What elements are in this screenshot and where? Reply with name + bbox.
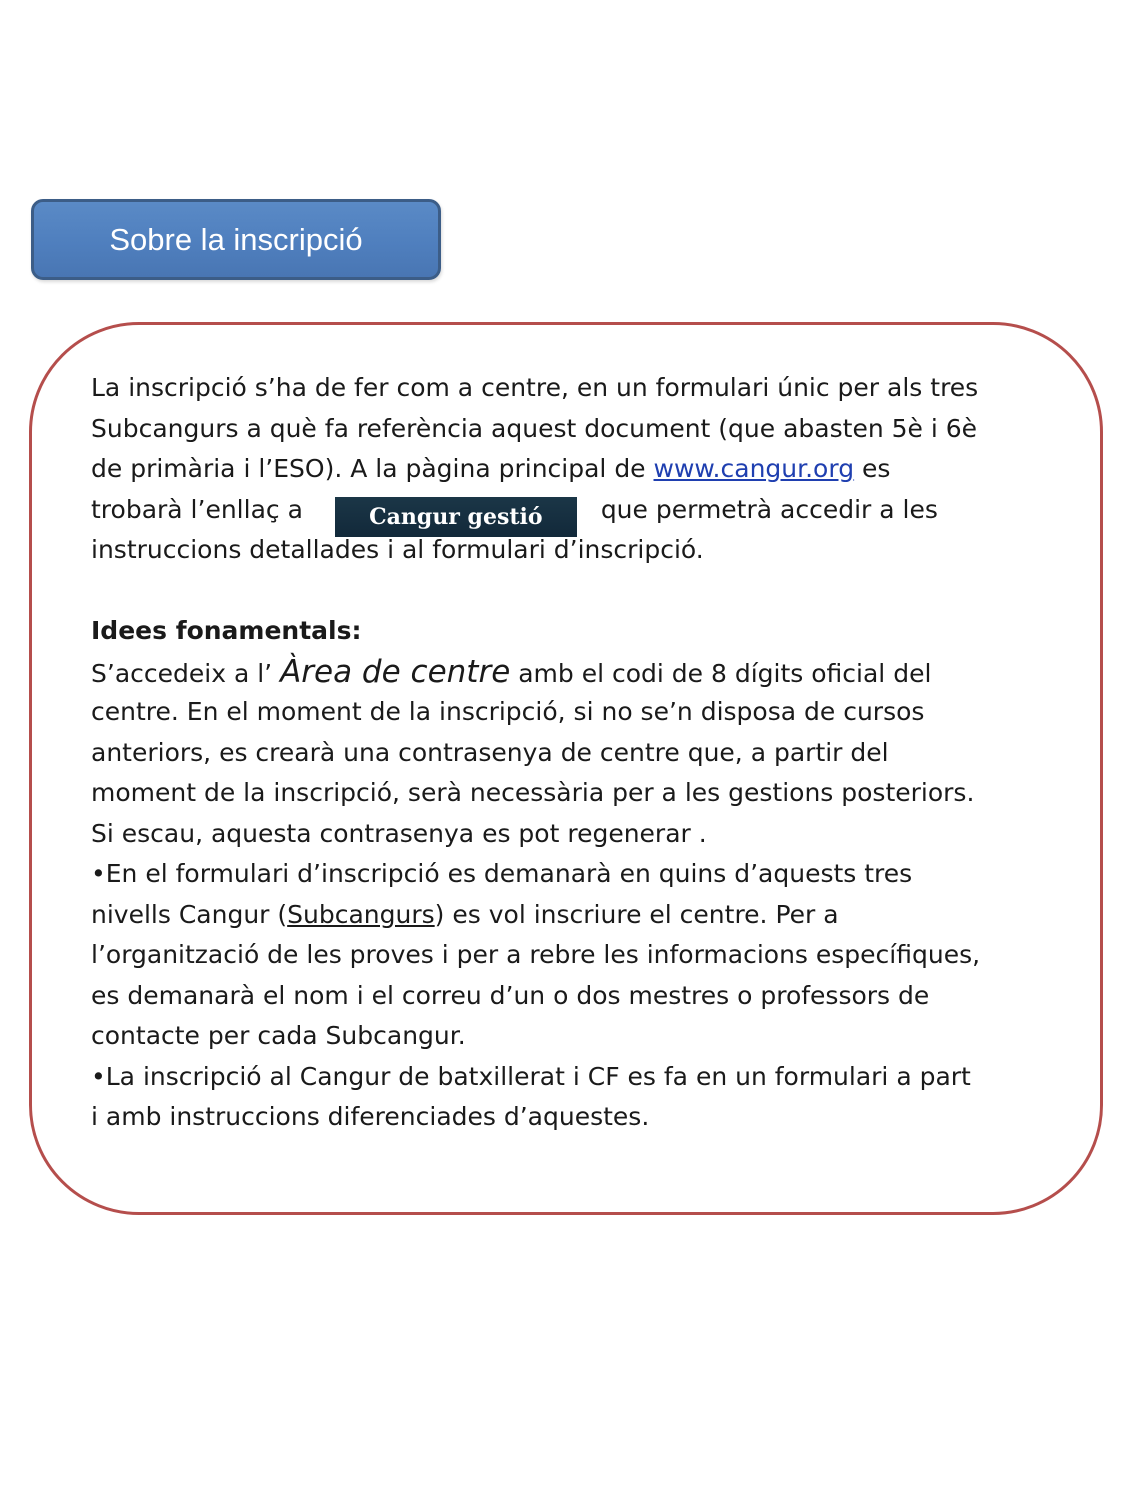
ideas-p2-line-1: •En el formulari d’inscripció es demanarà en quins d’aquests tres — [91, 859, 913, 888]
text-area — [91, 368, 1091, 1138]
ideas-heading: Idees fonamentals: — [91, 616, 362, 645]
ideas-p2-line-2-post: ) es vol inscriure el centre. Per a — [434, 899, 839, 929]
ideas-p1-pre: S’accedeix a l’ — [91, 658, 281, 688]
ideas-p2-line-2-pre: nivells Cangur ( — [91, 899, 288, 929]
ideas-p2-line-5: contacte per cada Subcangur. — [91, 1021, 466, 1050]
ideas-p2-line-2 — [91, 895, 1091, 936]
intro-line-3-post: es — [862, 454, 891, 483]
ideas-p1-line-4: moment de la inscripció, serà necessària per a les gestions posteriors. — [91, 778, 975, 807]
intro-line-5: instruccions detallades i al formulari d’inscripció. — [91, 535, 704, 564]
section-title-button[interactable] — [31, 199, 441, 280]
ideas-p1-post: amb el codi de 8 dígits oficial del — [518, 658, 932, 688]
cangur-gestio-button-image: Cangur gestió — [335, 497, 577, 537]
ideas-p3-line-1: •La inscripció al Cangur de batxillerat i CF es fa en un formulari a part — [91, 1061, 971, 1091]
ideas-p1-line-1 — [91, 652, 1091, 693]
intro-line-3-pre: de primària i l’ESO). A la pàgina principal de — [91, 454, 654, 483]
subcangurs-link[interactable]: Subcangurs — [287, 899, 435, 929]
ideas-p1-line-2: centre. En el moment de la inscripció, si no se’n disposa de cursos — [91, 697, 925, 726]
intro-line-4-post: que permetrà accedir a les — [600, 494, 938, 524]
intro-line-4-pre: trobarà l’enllaç a — [91, 494, 303, 524]
intro-line-3 — [91, 449, 1091, 490]
intro-line-4 — [91, 490, 1091, 531]
cangur-website-link[interactable]: www.cangur.org — [653, 454, 855, 483]
intro-line-2: Subcangurs a què fa referència aquest document (que abasten 5è i 6è — [91, 413, 978, 443]
ideas-p2-line-3: l’organització de les proves i per a rebre les informacions específiques, — [91, 940, 981, 969]
ideas-p1-line-5: Si escau, aquesta contrasenya es pot regenerar . — [91, 818, 707, 848]
ideas-p1-line-3: anteriors, es crearà una contrasenya de centre que, a partir del — [91, 737, 889, 767]
area-de-centre-term: Àrea de centre — [280, 653, 511, 690]
ideas-p3-line-2: i amb instruccions diferenciades d’aquestes. — [91, 1102, 650, 1131]
ideas-p2-line-4: es demanarà el nom i el correu d’un o dos mestres o professors de — [91, 980, 930, 1010]
intro-line-1: La inscripció s’ha de fer com a centre, en un formulari únic per als tres — [91, 373, 979, 402]
section-title-label: Sobre la inscripció — [109, 221, 363, 257]
spacer — [91, 571, 1091, 612]
